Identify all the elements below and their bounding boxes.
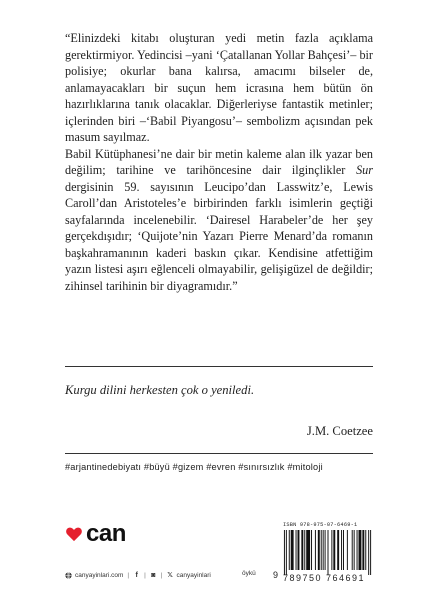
barcode-bar [306, 530, 310, 570]
blurb-p2-part-b: dergisinin 59. sayısının Leucipo’dan Lasswitz’e, Lewis Caroll’dan Aristoteles’e birbirinden farklı isimlerin geçtiği sayfalarında incelenebilir. ‘Dairesel Harabeler’de her şey gerçekdışıdır; ‘Quijote’nin Yazarı Pierre Menard’da romanın başkahramanının kaderi baskın çıkar. Kendisine atfettiğim yazın listesi aşırı eğlenceli olmayabilir, gelişigüzel de değildir; zihinsel tarihinin bir diyagramıdır.” [65, 179, 373, 293]
barcode-bar [357, 530, 358, 570]
instagram-icon[interactable]: ◙ [151, 571, 156, 579]
barcode-bar [368, 530, 369, 575]
barcode-bar [362, 530, 364, 570]
book-category: öykü [242, 570, 256, 577]
website-link[interactable]: canyayinlari.com [75, 571, 124, 579]
barcode-bar [304, 530, 305, 570]
hashtags: #arjantinedebiyatı #büyü #gizem #evren #sınırsızlık #mitoloji [65, 462, 323, 472]
barcode-bar [337, 530, 339, 570]
review-quote: Kurgu dilini herkesten çok o yeniledi. [65, 383, 255, 397]
barcode-bar [328, 530, 329, 575]
barcode-bar [301, 530, 303, 570]
divider-top [65, 366, 373, 367]
barcode-bar [315, 530, 316, 570]
heart-icon [65, 525, 83, 543]
barcode-bar [325, 530, 326, 570]
barcode-bars [282, 530, 374, 575]
barcode-bar [291, 530, 294, 570]
barcode-bar [323, 530, 324, 570]
barcode-bar [370, 530, 371, 575]
divider-bottom [65, 453, 373, 454]
footer-separator: | [127, 571, 130, 579]
barcode-bar [343, 530, 344, 570]
barcode-bar [289, 530, 290, 570]
isbn-number: ISBN 978-975-07-6469-1 [283, 522, 358, 528]
barcode-bar [341, 530, 342, 570]
publisher-brand: can [86, 520, 126, 547]
barcode-bar [311, 530, 312, 570]
blurb-paragraph-2 [65, 146, 373, 295]
barcode-bar [286, 530, 287, 575]
barcode-bar [318, 530, 320, 570]
barcode-bar [321, 530, 322, 570]
barcode-block [270, 522, 374, 592]
barcode-bar [296, 530, 297, 570]
blurb-p2-part-a: Babil Kütüphanesi’ne dair bir metin kaleme alan ilk yazar ben değilim; tarihine ve tarihöncesine dair ilginçlikler [65, 146, 373, 177]
globe-icon [65, 572, 72, 579]
barcode-bar [331, 530, 332, 570]
barcode-bar [365, 530, 366, 570]
footer-separator: | [160, 571, 163, 579]
barcode-bar [354, 530, 355, 570]
barcode-bar [297, 530, 299, 570]
barcode [282, 530, 374, 575]
barcode-digits: 789750 764691 [283, 573, 366, 583]
barcode-bar [284, 530, 285, 575]
quote-author: J.M. Coetzee [306, 424, 373, 438]
blurb-text [65, 30, 373, 294]
footer-separator: | [144, 571, 146, 579]
barcode-bar [347, 530, 348, 570]
barcode-lead-digit: 9 [273, 570, 279, 580]
publisher-footer [65, 569, 211, 581]
social-handle: canyayinlari [176, 571, 211, 579]
journal-name: Sur [356, 163, 373, 177]
publisher-logo [65, 520, 126, 548]
blurb-paragraph-1: “Elinizdeki kitabı oluşturan yedi metin fazla açıklama gerektirmiyor. Yedincisi –yani ‘Çatallanan Yollar Bahçesi’– bir polisiye; okurlar bana kalırsa, amacımı bilseler de, anlamayacakları bir suçun hem icrasına hem bütün ön hazırlıklarına tanık olacaklar. Diğerleriyse fantastik metinler; içlerinden biri –‘Babil Piyangosu’– sembolizm açısından pek masum sayılmaz. [65, 31, 373, 144]
barcode-bar [359, 530, 362, 570]
facebook-icon[interactable]: f [135, 571, 138, 579]
barcode-bar [352, 530, 353, 570]
x-icon[interactable]: 𝕏 [167, 571, 173, 579]
barcode-bar [333, 530, 335, 570]
